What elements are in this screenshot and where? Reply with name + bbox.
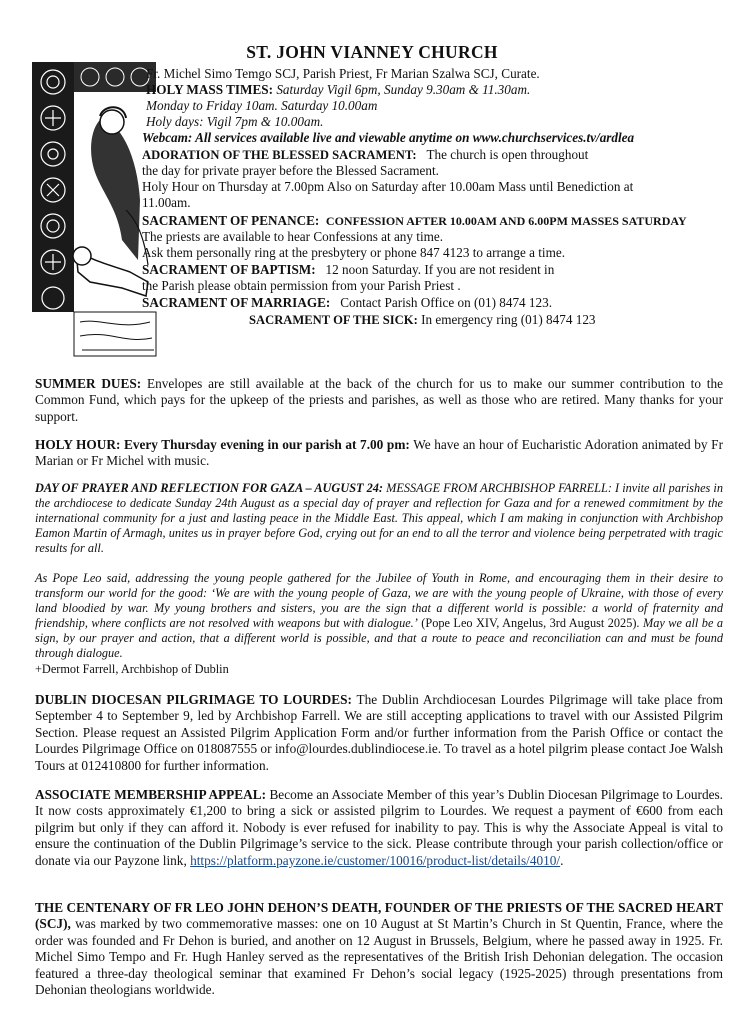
baptism-line-2: the Parish please obtain permission from your Parish Priest . (142, 278, 461, 293)
mass-times-label: HOLY MASS TIMES: (146, 82, 274, 97)
sick-label: SACRAMENT OF THE SICK: (249, 313, 418, 327)
penance-label: SACRAMENT OF PENANCE: (142, 213, 320, 228)
weekday-masses: Monday to Friday 10am. Saturday 10.00am (146, 98, 378, 113)
holy-hour-line-1: Holy Hour on Thursday at 7.00pm Also on Saturday after 10.00am Mass until Benediction at (142, 179, 634, 194)
sick-text: In emergency ring (01) 8474 123 (421, 312, 596, 327)
summer-dues-paragraph (35, 376, 723, 425)
penance-line (142, 213, 687, 229)
marriage-text: Contact Parish Office on (01) 8474 123. (340, 295, 553, 310)
summer-dues-label: SUMMER DUES: (35, 376, 142, 391)
holy-hour-text: We have an hour of Eucharistic Adoration animated by Fr Marian or Fr Michel with music. (35, 437, 723, 469)
adoration-line (142, 147, 588, 163)
baptism-line (142, 262, 554, 278)
lourdes-paragraph (35, 692, 723, 774)
pope-quote-citation: (Pope Leo XIV, Angelus, 3rd August 2025). (421, 616, 640, 631)
pieta-illustration (30, 60, 158, 358)
webcam-line: Webcam: All services available live and viewable anytime on www.churchservices.tv/ardlea (142, 130, 635, 145)
marriage-label: SACRAMENT OF MARRIAGE: (142, 295, 331, 310)
gaza-label: DAY OF PRAYER AND REFLECTION FOR GAZA – AUGUST 24: (35, 481, 384, 495)
penance-text-1: The priests are available to hear Confessions at any time. (142, 229, 444, 244)
associate-text: Become an Associate Member of this year’s Dublin Diocesan Pilgrimage to Lourdes. It now costs approximately €1,200 to bring a sick or assisted pilgrim to Lourdes. We request a payment of €600 from each pilgrim but only if they can afford it. Nobody is ever refused for inability to pay. This is why the Associate Appeal is vital to ensure the continuation of the Dublin Pilgrimage’s service to the sick. Please contribute through your parish collection/office or donate via our Payzone link, (35, 787, 723, 868)
adoration-text: The church is open throughout (426, 147, 589, 162)
centenary-text: was marked by two commemorative masses: one on 10 August at St Martin’s Church in St Quentin, France, where the order was founded and Fr Dehon is buried, and another on 12 August in Brussels, Belgium, where he passed away in 1925. Fr. Michel Simo Tempo and Fr. Hugh Hanley served as the representatives of the British Irish Dehonian delegation. The occasion featured a three-day theological seminar that examined Fr Dehon’s social legacy (1925-2025) through presentations from Dehonian theologians worldwide. (35, 916, 723, 998)
lourdes-label: DUBLIN DIOCESAN PILGRIMAGE TO LOURDES: (35, 692, 352, 707)
adoration-line-2: the day for private prayer before the Blessed Sacrament. (142, 163, 439, 178)
associate-paragraph (35, 787, 723, 869)
holy-hour-paragraph (35, 437, 723, 470)
gaza-paragraph (35, 481, 723, 556)
centenary-label: THE CENTENARY OF FR LEO JOHN DEHON’S DEATH, FOUNDER OF THE PRIESTS OF THE SACRED HEART (SCJ), (35, 900, 723, 932)
summer-dues-text: Envelopes are still available at the back of the church for us to make our summer contribution to the Common Fund, which pays for the upkeep of the priests and parishes, as well as those who are retired. Many thanks for your support. (35, 376, 723, 424)
payzone-link[interactable]: https://platform.payzone.ie/customer/10016/product-list/details/4010/ (190, 852, 561, 868)
holy-hour-label: HOLY HOUR: Every Thursday evening in our parish at 7.00 pm: (35, 437, 410, 452)
pope-quote-text: As Pope Leo said, addressing the young people gathered for the Jubilee of Youth in Rome, and encouraging them in their desire to transform our world for the good: ‘We are with the young people of Gaza, we are with the young people of Ukraine, with those of every land bloodied by war. My young brothers and sisters, you are the sign that a different world is possible: a world of fraternity and friendship, where conflicts are not resolved with weapons but with dialogue.’ (35, 571, 723, 631)
lourdes-text: The Dublin Archdiocesan Lourdes Pilgrimage will take place from September 4 to September 9, led by Archbishop Farrell. We are still accepting applications to travel with our Assisted Pilgrim Section. Please request an Assisted Pilgrim Application Form and/or further information from the Parish Office or contact the Lourdes Pilgrimage Office on 018087555 or info@lourdes.dublindiocese.ie. To travel as a hotel pilgrim please contact Joe Walsh Tours at 012410800 for further information. (35, 692, 723, 773)
church-title: ST. JOHN VIANNEY CHURCH (246, 42, 498, 62)
associate-after: . (560, 852, 564, 868)
mass-times-line (146, 82, 530, 98)
penance-heading: CONFESSION AFTER 10.00AM AND 6.00PM MASSES SATURDAY (325, 214, 687, 228)
sick-line (249, 312, 596, 328)
archbishop-signature: +Dermot Farrell, Archbishop of Dublin (35, 661, 229, 676)
centenary-paragraph (35, 900, 723, 998)
holy-days: Holy days: Vigil 7pm & 10.00am. (146, 114, 324, 129)
holy-hour-line-2: 11.00am. (142, 195, 191, 210)
mass-times-value: Saturday Vigil 6pm, Sunday 9.30am & 11.30am. (276, 82, 531, 97)
adoration-label: ADORATION OF THE BLESSED SACRAMENT: (142, 148, 417, 162)
clergy-line: Fr. Michel Simo Temgo SCJ, Parish Priest, Fr Marian Szalwa SCJ, Curate. (146, 66, 540, 81)
baptism-text: 12 noon Saturday. If you are not resident in (325, 262, 555, 277)
gaza-text: MESSAGE FROM ARCHBISHOP FARRELL: I invite all parishes in the archdiocese to dedicate Sunday 24th August as a special day of prayer and reflection for Gaza and for a renewed commitment by the international community for a just and lasting peace in the Middle East. This appeal, which I am making in conjunction with Archbishop Eamon Martin of Armagh, unites us in prayer before God, crying out for an end to all the terror and violence being perpetrated with tragic results for all. (35, 481, 723, 556)
pope-quote-text-2: May we all be a sign, by our prayer and action, that a different world is possible, and that a route to peace and reconciliation can and must be found through dialogue. (35, 616, 724, 661)
marriage-line (142, 295, 552, 311)
penance-text-2: Ask them personally ring at the presbytery or phone 847 4123 to arrange a time. (142, 245, 565, 260)
associate-label: ASSOCIATE MEMBERSHIP APPEAL: (35, 787, 267, 802)
pope-quote-paragraph (35, 571, 723, 677)
baptism-label: SACRAMENT OF BAPTISM: (142, 262, 316, 277)
